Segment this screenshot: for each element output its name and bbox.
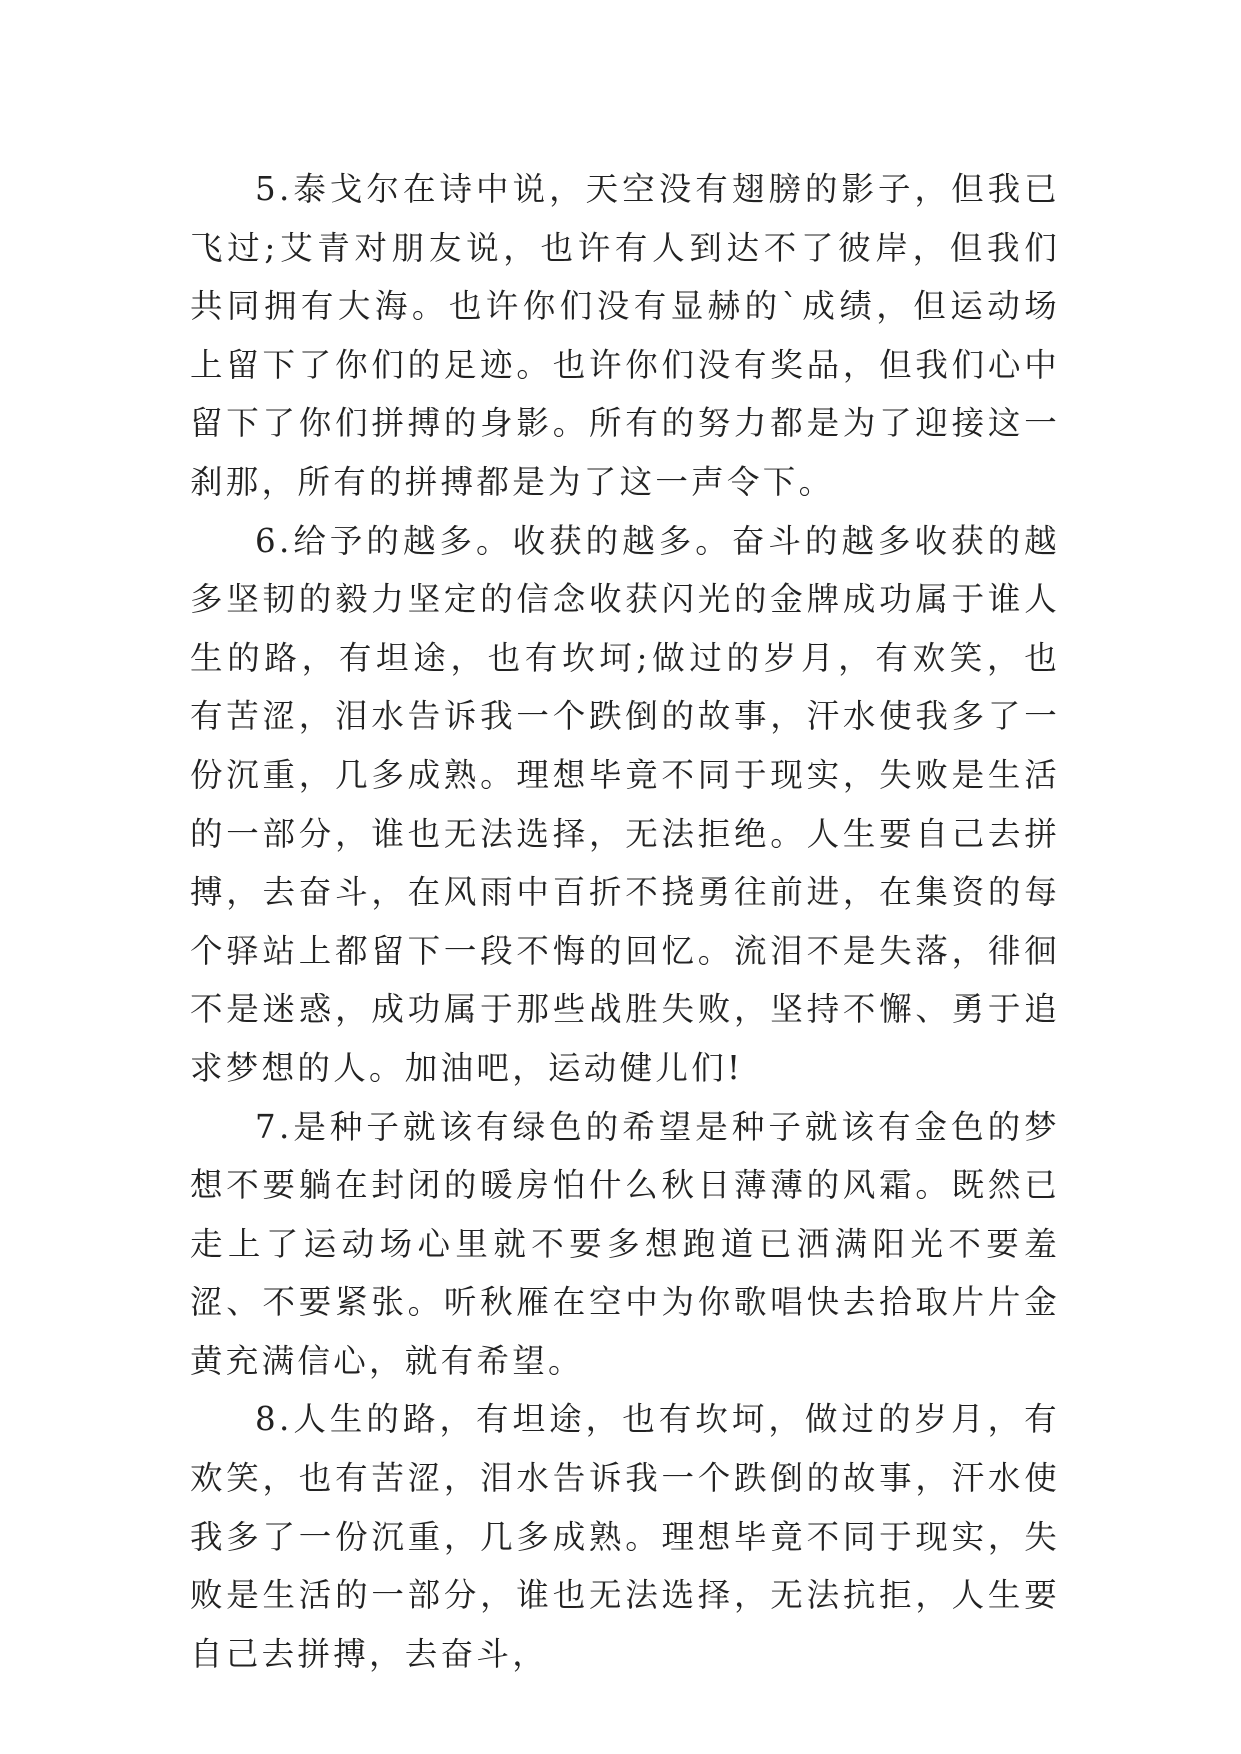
paragraph-8: 8.人生的路，有坦途，也有坎坷，做过的岁月，有欢笑，也有苦涩，泪水告诉我一个跌倒的故事，汗水使我多了一份沉重，几多成熟。理想毕竟不同于现实，失败是生活的一部分，谁也无法选择，无法抗拒，人生要自己去拼搏，去奋斗， [190,1400,1060,1673]
paragraph-7: 7.是种子就该有绿色的希望是种子就该有金色的梦想不要躺在封闭的暖房怕什么秋日薄薄的风霜。既然已走上了运动场心里就不要多想跑道已洒满阳光不要羞涩、不要紧张。听秋雁在空中为你歌唱快去拾取片片金黄充满信心，就有希望。 [190,1107,1060,1380]
document-body [190,160,1060,1683]
paragraph-5: 5.泰戈尔在诗中说，天空没有翅膀的影子，但我已飞过;艾青对朋友说，也许有人到达不了彼岸，但我们共同拥有大海。也许你们没有显赫的`成绩，但运动场上留下了你们的足迹。也许你们没有奖品，但我们心中留下了你们拼搏的身影。所有的努力都是为了迎接这一刹那，所有的拼搏都是为了这一声令下。 [190,170,1060,501]
paragraph-6: 6.给予的越多。收获的越多。奋斗的越多收获的越多坚韧的毅力坚定的信念收获闪光的金牌成功属于谁人生的路，有坦途，也有坎坷;做过的岁月，有欢笑，也有苦涩，泪水告诉我一个跌倒的故事，汗水使我多了一份沉重，几多成熟。理想毕竟不同于现实，失败是生活的一部分，谁也无法选择，无法拒绝。人生要自己去拼搏，去奋斗，在风雨中百折不挠勇往前进，在集资的每个驿站上都留下一段不悔的回忆。流泪不是失落，徘徊不是迷惑，成功属于那些战胜失败，坚持不懈、勇于追求梦想的人。加油吧，运动健儿们! [190,521,1060,1087]
